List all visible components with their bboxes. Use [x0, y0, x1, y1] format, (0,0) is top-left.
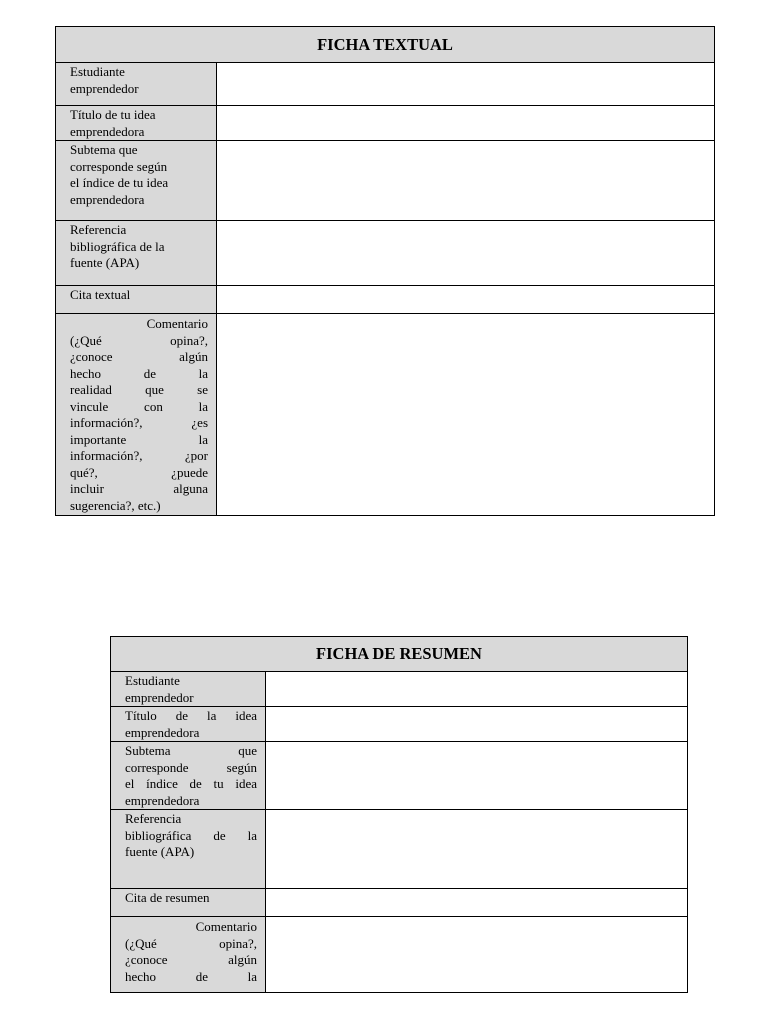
ficha-resumen-table [110, 636, 688, 993]
table-row [56, 221, 715, 286]
label-estudiante: Estudiante emprendedor [111, 672, 266, 707]
table-row [111, 810, 688, 889]
field-estudiante[interactable] [266, 672, 688, 707]
field-subtema[interactable] [266, 742, 688, 810]
table-row [111, 672, 688, 707]
table-row [56, 141, 715, 221]
table-row [56, 286, 715, 314]
label-comentario: Comentario (¿Qué opina?, ¿conoce algún hecho de la realidad que se vincule con la información?, ¿es importante la información?, ¿por qué?, ¿puede incluir alguna sugerencia?, etc.) [56, 314, 217, 516]
label-referencia: Referencia bibliográfica de la fuente (APA) [56, 221, 217, 286]
field-referencia[interactable] [217, 221, 715, 286]
label-referencia: Referencia bibliográfica de la fuente (APA) [111, 810, 266, 889]
label-estudiante: Estudiante emprendedor [56, 63, 217, 106]
field-estudiante[interactable] [217, 63, 715, 106]
label-comentario: Comentario (¿Qué opina?, ¿conoce algún hecho de la [111, 917, 266, 993]
ficha-resumen-title: FICHA DE RESUMEN [111, 637, 688, 672]
table-row [56, 314, 715, 516]
table-row [111, 917, 688, 993]
field-titulo-idea[interactable] [217, 106, 715, 141]
field-cita-textual[interactable] [217, 286, 715, 314]
label-subtema: Subtema que corresponde según el índice de tu idea emprendedora [111, 742, 266, 810]
field-titulo-idea[interactable] [266, 707, 688, 742]
field-comentario[interactable] [217, 314, 715, 516]
table-row [111, 707, 688, 742]
table-row [111, 889, 688, 917]
ficha-textual-title: FICHA TEXTUAL [56, 27, 715, 63]
field-subtema[interactable] [217, 141, 715, 221]
table-row [111, 742, 688, 810]
label-cita-resumen: Cita de resumen [111, 889, 266, 917]
label-subtema: Subtema que corresponde según el índice de tu idea emprendedora [56, 141, 217, 221]
table-row [56, 63, 715, 106]
field-cita-resumen[interactable] [266, 889, 688, 917]
ficha-textual-table [55, 26, 715, 516]
table-row [56, 106, 715, 141]
label-titulo-idea: Título de la idea emprendedora [111, 707, 266, 742]
field-comentario[interactable] [266, 917, 688, 993]
label-titulo-idea: Título de tu idea emprendedora [56, 106, 217, 141]
field-referencia[interactable] [266, 810, 688, 889]
label-cita-textual: Cita textual [56, 286, 217, 314]
